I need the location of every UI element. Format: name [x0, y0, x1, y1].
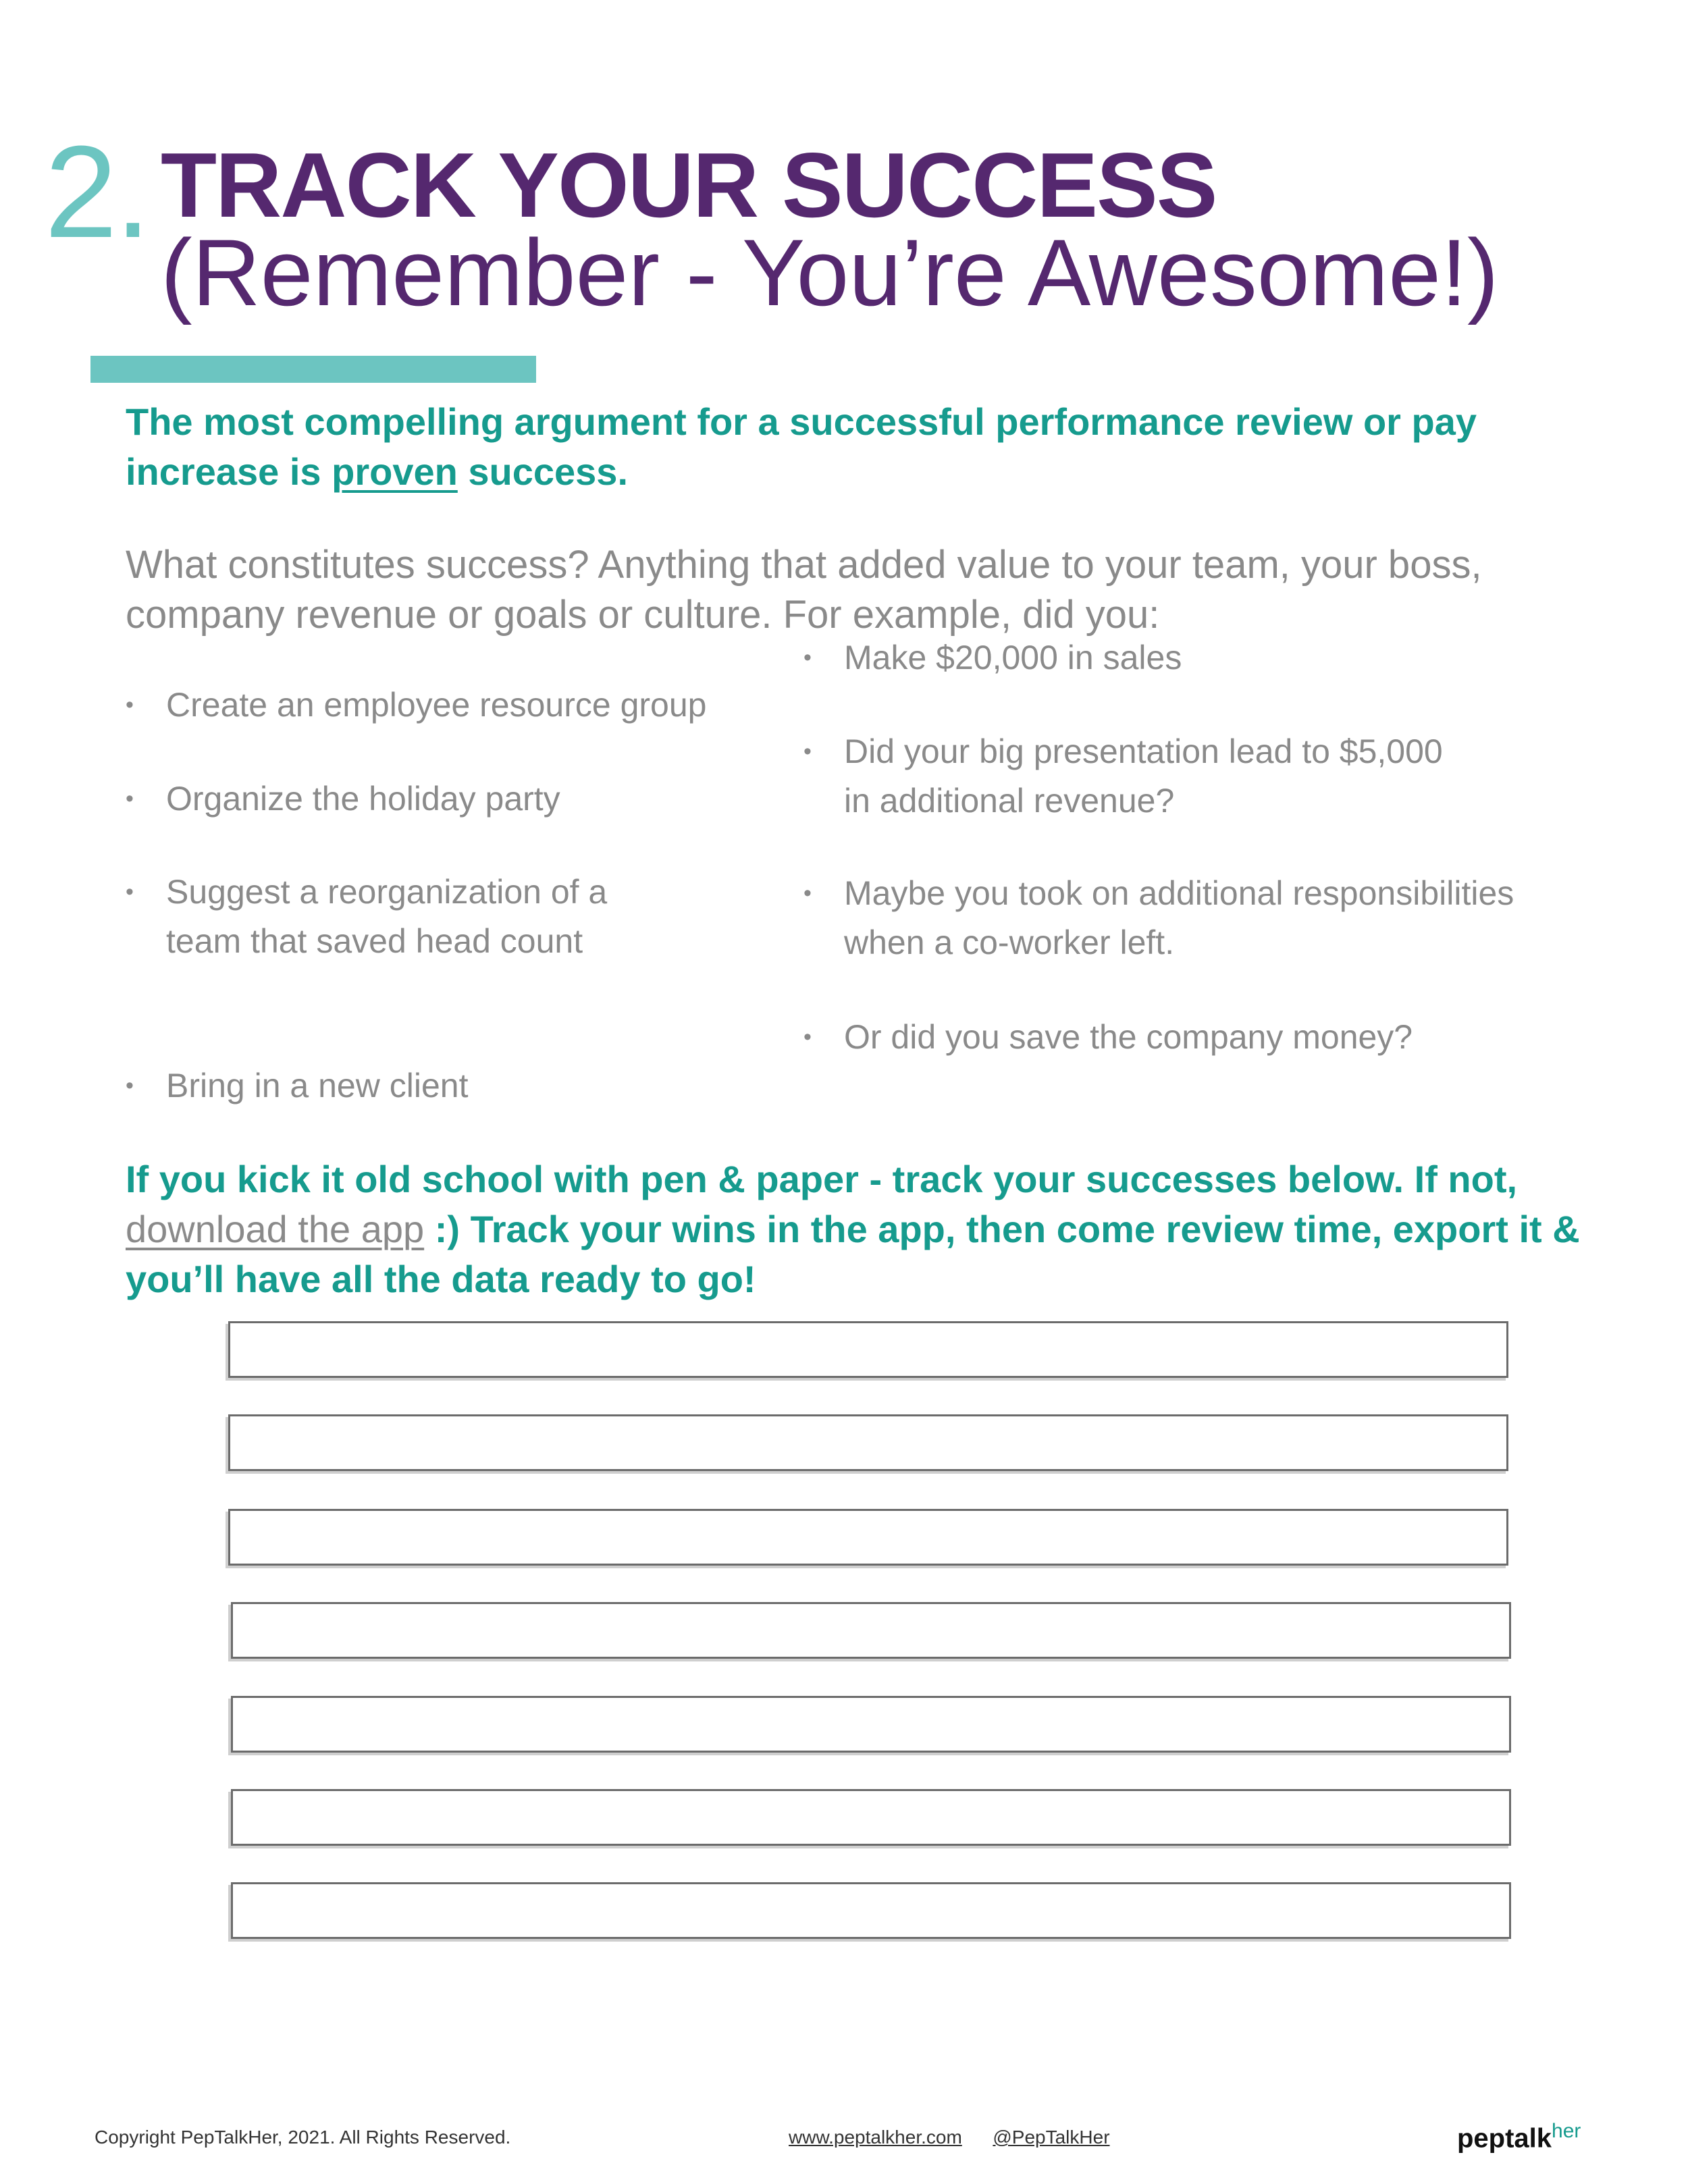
success-entry-field-5[interactable] — [231, 1696, 1511, 1753]
success-entry-field-4[interactable] — [231, 1602, 1511, 1659]
logo-main: peptalk — [1457, 2123, 1552, 2154]
download-app-link[interactable]: download the app — [126, 1208, 425, 1250]
success-entry-field-7[interactable] — [231, 1882, 1511, 1939]
list-item: • Suggest a reorganization of a team that saved head count — [126, 868, 625, 966]
logo-sup: her — [1552, 2120, 1581, 2142]
section-number: 2. — [45, 119, 149, 265]
cta-text-before: If you kick it old school with pen & paper - track your successes below. If not, — [126, 1158, 1518, 1200]
list-item: • Create an employee resource group — [126, 681, 841, 730]
page-subtitle: (Remember - You’re Awesome!) — [161, 219, 1499, 325]
success-entry-field-6[interactable] — [231, 1789, 1511, 1846]
list-item: • Or did you save the company money? — [803, 1013, 1587, 1062]
lead-paragraph — [126, 397, 1584, 497]
peptalkher-logo — [1457, 2120, 1581, 2154]
success-entry-field-3[interactable] — [228, 1509, 1508, 1566]
list-item: • Make $20,000 in sales — [803, 633, 1587, 683]
list-item: • Did your big presentation lead to $5,000 in additional revenue? — [803, 727, 1452, 826]
call-to-action — [126, 1154, 1611, 1304]
lead-text-before: The most compelling argument for a successful performance review or pay increase is — [126, 400, 1477, 493]
list-item: • Maybe you took on additional responsibilities when a co-worker left. — [803, 869, 1533, 967]
success-entry-field-1[interactable] — [228, 1321, 1508, 1378]
success-entry-field-2[interactable] — [228, 1414, 1508, 1471]
footer-links — [789, 2127, 1110, 2148]
list-item: • Bring in a new client — [126, 1061, 841, 1111]
lead-emphasis: proven — [332, 450, 458, 493]
social-handle-link[interactable]: @PepTalkHer — [993, 2127, 1110, 2148]
page-title: TRACK YOUR SUCCESS — [161, 134, 1217, 236]
lead-text-after: success. — [457, 450, 629, 493]
intro-paragraph: What constitutes success? Anything that added value to your team, your boss, company revenue or goals or culture. For example, did you: — [126, 543, 1482, 637]
list-item: • Organize the holiday party — [126, 774, 841, 824]
accent-rule — [90, 356, 536, 383]
website-link[interactable]: www.peptalkher.com — [789, 2127, 962, 2148]
copyright-text: Copyright PepTalkHer, 2021. All Rights Reserved. — [95, 2127, 511, 2148]
cta-text-after: :) Track your wins in the app, then come review time, export it & you’ll have all the data ready to go! — [126, 1208, 1580, 1300]
